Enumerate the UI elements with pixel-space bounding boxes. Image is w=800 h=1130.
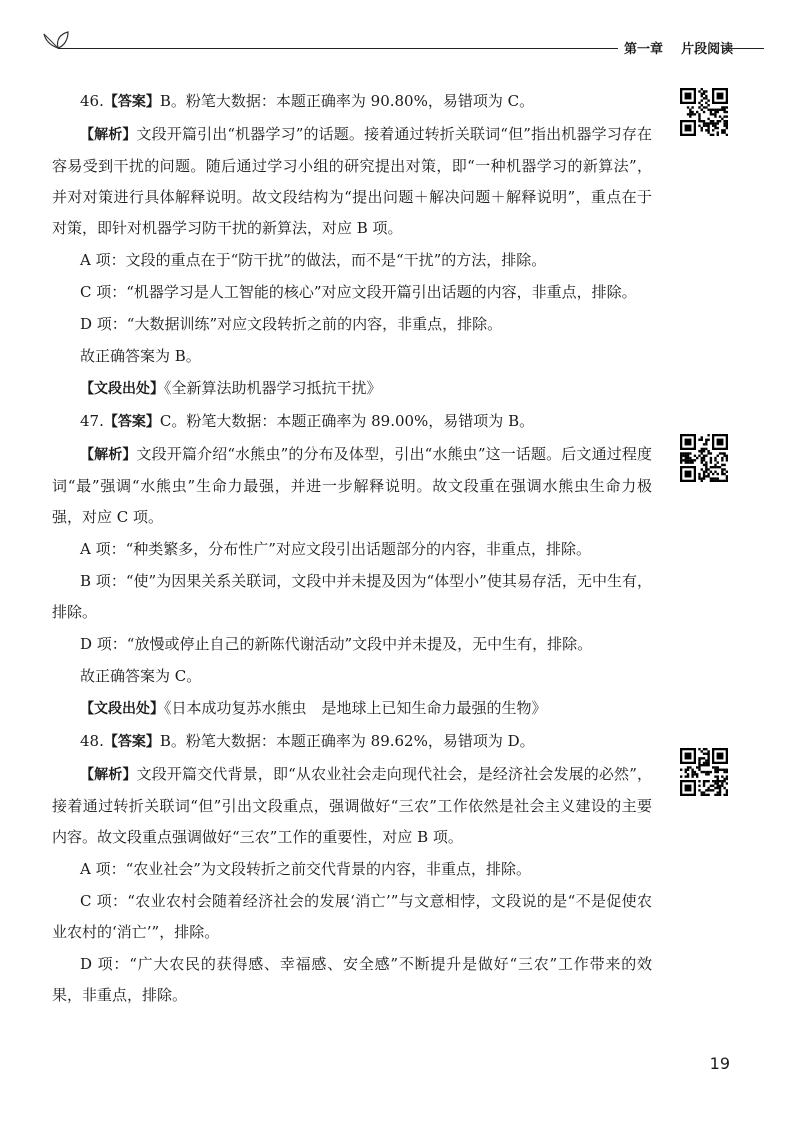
paragraph — [52, 245, 652, 276]
paragraph-text: A 项：文段的重点在于“防干扰”的做法，而不是“干扰”的方法，排除。 — [80, 251, 547, 269]
section-tag: 【答案】 — [103, 734, 160, 750]
paragraph — [52, 629, 652, 660]
paragraph — [52, 759, 652, 853]
section-tag: 【解析】 — [80, 767, 137, 783]
page-number: 19 — [709, 1054, 730, 1073]
qr-code-icon — [680, 748, 728, 796]
paragraph-text: C 项：“机器学习是人工智能的核心”对应文段开篇引出话题的内容，非重点，排除。 — [80, 283, 637, 301]
paragraph-text: A 项：“种类繁多，分布性广”对应文段引出话题部分的内容，非重点，排除。 — [80, 540, 591, 558]
paragraph — [52, 277, 652, 308]
section-tag: 【答案】 — [103, 414, 160, 430]
paragraph-text: C。粉笔大数据：本题正确率为 89.00%，易错项为 B。 — [159, 412, 535, 430]
paragraph — [52, 693, 652, 725]
section-tag: 【解析】 — [80, 127, 137, 143]
paragraph-text: B 项：“使”为因果关系关联词，文段中并未提及因为“体型小”使其易存活，无中生有，排除。 — [52, 572, 652, 621]
paragraph-text: D 项：“大数据训练”对应文段转折之前的内容，非重点，排除。 — [80, 315, 503, 333]
question-number: 47. — [80, 412, 104, 430]
question-number: 48. — [80, 732, 104, 750]
paragraph — [52, 534, 652, 565]
paragraph-text: B。粉笔大数据：本题正确率为 90.80%，易错项为 C。 — [159, 92, 535, 110]
paragraph — [52, 854, 652, 885]
paragraph — [52, 661, 652, 692]
running-header — [38, 28, 764, 58]
section-tag: 【文段出处】 — [80, 701, 164, 717]
paragraph-text: A 项：“农业社会”为文段转折之前交代背景的内容，非重点，排除。 — [80, 860, 531, 878]
section-tag: 【文段出处】 — [80, 381, 164, 397]
paragraph — [52, 949, 652, 1011]
paragraph-text: D 项：“广大农民的获得感、幸福感、安全感”不断提升是做好“三农”工作带来的效果，非重点，排除。 — [52, 955, 652, 1004]
paragraph — [52, 886, 652, 948]
question-number: 46. — [80, 92, 104, 110]
paragraph-text: 文段开篇引出“机器学习”的话题。接着通过转折关联词“但”指出机器学习存在容易受到干扰的问题。随后通过学习小组的研究提出对策，即“一种机器学习的新算法”，并对对策进行具体解释说明。故文段结构为“提出问题＋解决问题＋解释说明”，重点在于对策，即针对机器学习防干扰的新算法，对应 B 项。 — [52, 125, 652, 237]
section-tag: 【解析】 — [80, 447, 137, 463]
section-tag: 【答案】 — [103, 94, 160, 110]
paragraph-text: 故正确答案为 B。 — [80, 347, 201, 365]
paragraph — [52, 373, 652, 405]
paragraph-text: D 项：“放慢或停止自己的新陈代谢活动”文段中并未提及，无中生有，排除。 — [80, 635, 593, 653]
qr-code-icon — [680, 88, 728, 136]
paragraph — [52, 341, 652, 372]
paragraph-text: 《日本成功复苏水熊虫 是地球上已知生命力最强的生物》 — [164, 699, 547, 717]
paragraph — [52, 566, 652, 628]
qr-code-icon — [680, 434, 728, 482]
paragraph — [52, 406, 652, 438]
header-section: 片段阅读 — [681, 42, 734, 57]
paragraph-text: B。粉笔大数据：本题正确率为 89.62%，易错项为 D。 — [159, 732, 535, 750]
paragraph-text: 《全新算法助机器学习抵抗干扰》 — [164, 379, 382, 397]
paragraph — [52, 726, 652, 758]
answer-explanations — [52, 86, 652, 1012]
paragraph — [52, 309, 652, 340]
paragraph — [52, 119, 652, 244]
header-rule-left — [58, 48, 618, 49]
paragraph-text: C 项：“农业农村会随着经济社会的发展‘消亡’”与文意相悖，文段说的是“不是促使农业农村的‘消亡’”，排除。 — [52, 892, 652, 941]
paragraph — [52, 439, 652, 533]
header-rule-right — [722, 48, 764, 49]
paragraph-text: 故正确答案为 C。 — [80, 667, 202, 685]
paragraph-text: 文段开篇介绍“水熊虫”的分布及体型，引出“水熊虫”这一话题。后文通过程度词“最”强调“水熊虫”生命力最强，并进一步解释说明。故文段重在强调水熊虫生命力极强，对应 C 项。 — [52, 445, 652, 526]
paragraph — [52, 86, 652, 118]
header-chapter: 第一章 — [624, 42, 664, 57]
paragraph-text: 文段开篇交代背景，即“从农业社会走向现代社会，是经济社会发展的必然”，接着通过转折关联词“但”引出文段重点，强调做好“三农”工作依然是社会主义建设的主要内容。故文段重点强调做好“三农”工作的重要性，对应 B 项。 — [52, 765, 653, 846]
leaf-ornament-icon — [38, 28, 78, 54]
header-title — [624, 38, 733, 57]
